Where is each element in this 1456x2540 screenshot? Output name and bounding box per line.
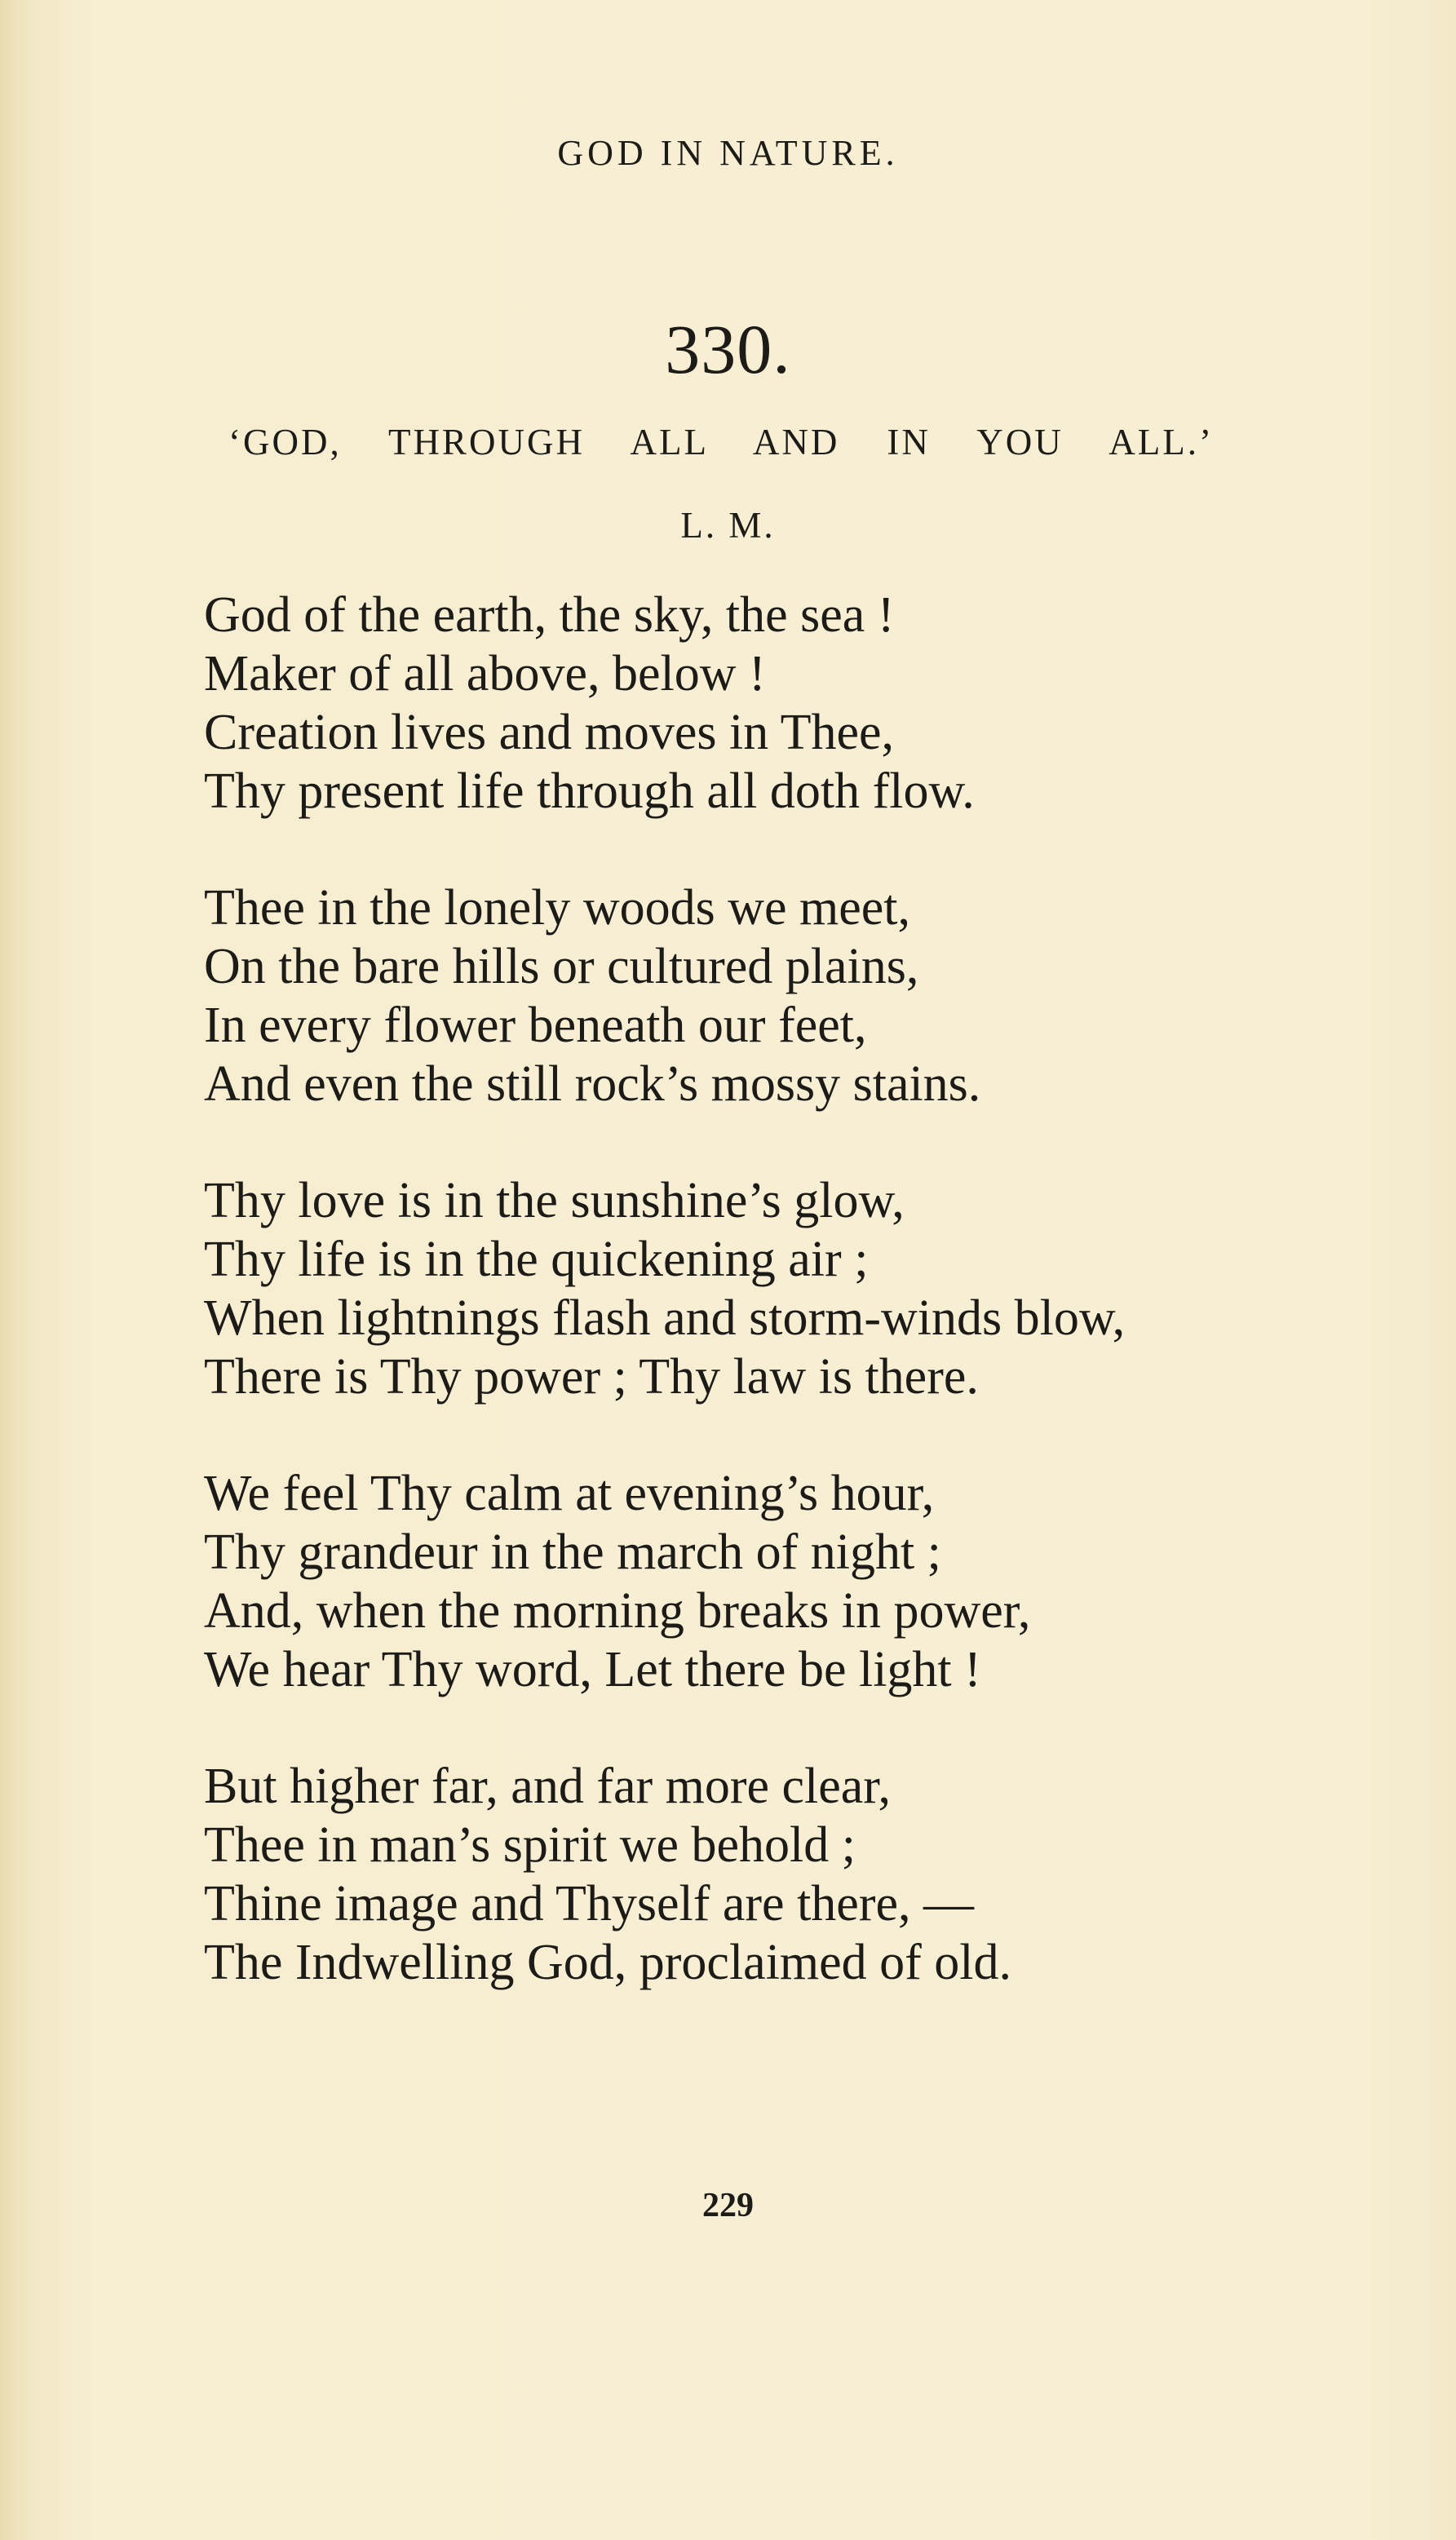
hymn-title: ‘GOD, THROUGH ALL AND IN YOU ALL.’ <box>228 422 1214 462</box>
verse-line: Creation lives and moves in Thee, <box>204 705 894 760</box>
page-number: 229 <box>702 2187 754 2224</box>
verse-line: When lightnings flash and storm-winds blow, <box>204 1290 1126 1346</box>
verse-line: Thee in the lonely woods we meet, <box>204 880 911 936</box>
hymn-text <box>204 586 1346 2050</box>
verse-line: Thy grandeur in the march of night ; <box>204 1524 941 1580</box>
verse-line: We feel Thy calm at evening’s hour, <box>204 1466 935 1521</box>
verse-line: Thy present life through all doth flow. <box>204 763 975 819</box>
stanza-1 <box>204 586 1346 821</box>
stanza-4 <box>204 1464 1346 1699</box>
verse-line: Thy love is in the sunshine’s glow, <box>204 1173 905 1228</box>
verse-line: And even the still rock’s mossy stains. <box>204 1056 981 1112</box>
verse-line: And, when the morning breaks in power, <box>204 1583 1031 1639</box>
verse-line: Thine image and Thyself are there, — <box>204 1876 974 1932</box>
verse-line: On the bare hills or cultured plains, <box>204 939 919 994</box>
running-head: GOD IN NATURE. <box>557 133 899 173</box>
hymn-meter: L. M. <box>680 505 776 546</box>
verse-line: Thee in man’s spirit we behold ; <box>204 1817 856 1873</box>
stanza-2 <box>204 878 1346 1113</box>
verse-line: Maker of all above, below ! <box>204 646 766 701</box>
hymn-number: 330. <box>665 310 791 388</box>
stanza-5 <box>204 1757 1346 1992</box>
verse-line: Thy life is in the quickening air ; <box>204 1232 869 1287</box>
verse-line: But higher far, and far more clear, <box>204 1759 891 1814</box>
verse-line: There is Thy power ; Thy law is there. <box>204 1349 979 1405</box>
verse-line: God of the earth, the sky, the sea ! <box>204 587 895 643</box>
verse-line: We hear Thy word, Let there be light ! <box>204 1642 981 1697</box>
stanza-3 <box>204 1171 1346 1406</box>
verse-line: The Indwelling God, proclaimed of old. <box>204 1935 1012 1990</box>
verse-line: In every flower beneath our feet, <box>204 998 867 1053</box>
